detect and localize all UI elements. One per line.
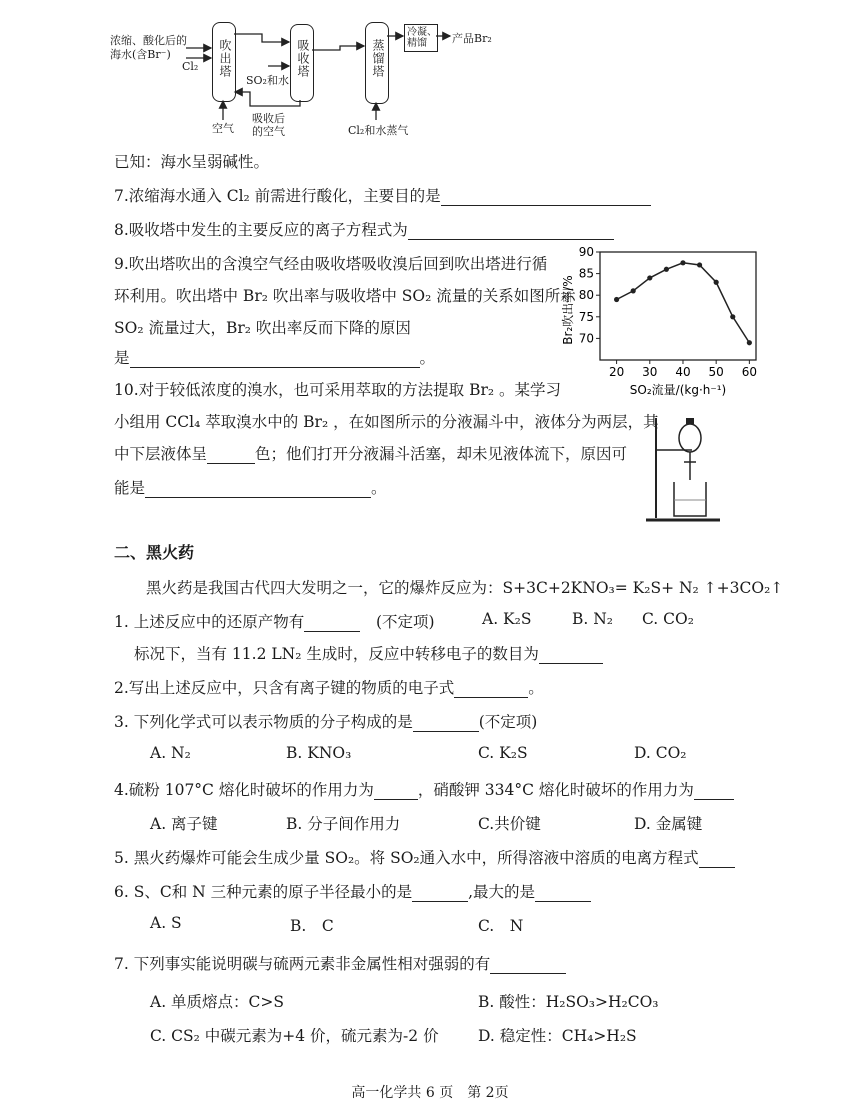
answer-blank-7[interactable] — [441, 189, 651, 206]
problem-5-text: 5. 黑火药爆炸可能会生成少量 SO₂。将 SO₂通入水中，所得溶液中溶质的电离方程式 — [114, 849, 699, 867]
br2-chart — [560, 240, 760, 400]
problem-7 — [114, 952, 566, 974]
chart-frame — [600, 252, 756, 360]
x-tick-label: 30 — [642, 365, 658, 379]
answer-blank-8[interactable] — [408, 223, 614, 240]
problem-1-line-2 — [134, 642, 603, 664]
y-tick-label: 75 — [578, 309, 594, 324]
data-point — [631, 288, 636, 293]
air-label: 空气 — [212, 122, 234, 135]
problem-1-option-c[interactable]: C. CO₂ — [642, 610, 694, 628]
problem-4-option-b[interactable]: B. 分子间作用力 — [286, 815, 401, 833]
chart-ylabel: Br₂吹出率/% — [561, 275, 575, 345]
data-point — [697, 262, 702, 267]
answer-blank-p5[interactable] — [699, 851, 735, 868]
answer-blank-p4-sulfur[interactable] — [374, 783, 418, 800]
x-tick-label: 20 — [608, 365, 625, 379]
question-10-line-3 — [114, 442, 627, 464]
problem-6-option-a[interactable]: A. S — [150, 914, 182, 932]
problem-1-option-a[interactable]: A. K₂S — [482, 610, 532, 628]
series-line — [617, 263, 750, 343]
chart-marks — [579, 245, 757, 379]
page-footer: 高一化学共 6 页 第 2页 — [351, 1085, 509, 1101]
answer-blank-p6-largest[interactable] — [535, 885, 591, 902]
answer-blank-p1-electrons[interactable] — [539, 647, 603, 664]
problem-1-stem: 1. 上述反应中的还原产物有 — [114, 613, 305, 631]
problem-7-option-c[interactable]: C. CS₂ 中碳元素为+4 价，硫元素为-2 价 — [150, 1027, 439, 1045]
input-label-1: 浓缩、酸化后的 — [110, 34, 187, 47]
question-9-line-2: 环利用。吹出塔中 Br₂ 吹出率与吸收塔中 SO₂ 流量的关系如图所示 — [114, 287, 576, 305]
question-10-line-1: 10.对于较低浓度的溴水，也可采用萃取的方法提取 Br₂ 。某学习 — [114, 381, 562, 399]
x-tick-label: 40 — [675, 365, 691, 379]
problem-7-option-b[interactable]: B. 酸性：H₂SO₃>H₂CO₃ — [478, 993, 659, 1011]
tower-blowout-label: 吹出塔 — [218, 39, 232, 78]
question-10-line-2: 小组用 CCl₄ 萃取溴水中的 Br₂ ，在如图所示的分液漏斗中，液体分为两层，其 — [114, 413, 659, 431]
question-8 — [114, 218, 614, 240]
recycled-air-label-2: 的空气 — [252, 125, 285, 138]
input-label-2: 海水(含Br⁻) — [110, 48, 171, 61]
answer-blank-p4-kno3[interactable] — [694, 783, 734, 800]
answer-blank-10-reason[interactable] — [145, 481, 371, 498]
data-point — [714, 280, 719, 285]
data-point — [647, 275, 652, 280]
question-8-text: 8.吸收塔中发生的主要反应的离子方程式为 — [114, 221, 408, 239]
data-point — [730, 314, 735, 319]
question-7-text: 7.浓缩海水通入 Cl₂ 前需进行酸化，主要目的是 — [114, 187, 441, 205]
question-9-line-3: SO₂ 流量过大，Br₂ 吹出率反而下降的原因 — [114, 319, 411, 337]
x-tick-label: 60 — [741, 365, 758, 379]
known-note: 已知：海水呈弱碱性。 — [114, 153, 270, 171]
question-10-period: 。 — [371, 479, 387, 497]
data-point — [747, 340, 752, 345]
problem-6-option-c[interactable]: C. N — [478, 917, 524, 935]
problem-7-option-d[interactable]: D. 稳定性：CH₄>H₂S — [478, 1027, 637, 1045]
data-point — [664, 267, 669, 272]
cl2-steam-label: Cl₂和水蒸气 — [348, 124, 409, 137]
problem-4-option-d[interactable]: D. 金属键 — [634, 815, 703, 833]
problem-6-option-b[interactable]: B. C — [290, 917, 334, 935]
problem-2-text: 2.写出上述反应中，只含有离子键的物质的电子式 — [114, 679, 455, 697]
question-9-period: 。 — [419, 349, 436, 367]
problem-7-stem: 7. 下列事实能说明碳与硫两元素非金属性相对强弱的有 — [114, 955, 491, 973]
problem-4 — [114, 778, 734, 800]
y-tick-label: 80 — [578, 288, 594, 303]
answer-blank-10-color[interactable] — [207, 447, 255, 464]
problem-4-option-c[interactable]: C.共价键 — [478, 815, 541, 833]
cl2-label: Cl₂ — [182, 60, 199, 73]
problem-1 — [114, 610, 814, 632]
answer-blank-p2[interactable] — [454, 681, 528, 698]
problem-3-option-b[interactable]: B. KNO₃ — [286, 744, 352, 762]
data-point — [614, 297, 619, 302]
problem-2-period: 。 — [528, 679, 544, 697]
so2-water-label: SO₂和水 — [246, 74, 289, 87]
problem-7-option-a[interactable]: A. 单质熔点：C>S — [150, 993, 285, 1011]
answer-blank-9[interactable] — [130, 351, 420, 368]
flow-arrows — [0, 0, 520, 140]
answer-blank-p1[interactable] — [304, 615, 360, 632]
question-10-line-3a: 中下层液体呈 — [114, 445, 208, 463]
problem-3-stem: 3. 下列化学式可以表示物质的分子构成的是 — [114, 713, 413, 731]
tower-absorb-label: 吸收塔 — [296, 39, 310, 78]
y-tick-label: 85 — [578, 266, 594, 281]
tower-distill-label: 蒸馏塔 — [371, 39, 385, 78]
question-10-line-4 — [114, 476, 387, 498]
question-10-line-3b: 色；他们打开分液漏斗活塞，却未见液体流下，原因可 — [255, 445, 628, 463]
section-2-title: 二、黑火药 — [114, 543, 195, 562]
data-point — [680, 260, 685, 265]
recycled-air-label-1: 吸收后 — [252, 112, 285, 125]
x-tick-label: 50 — [708, 365, 724, 379]
section-2-intro: 黑火药是我国古代四大发明之一，它的爆炸反应为：S+3C+2KNO₃= K₂S+ N₂ ↑+3CO₂↑ — [146, 579, 784, 597]
problem-3-option-a[interactable]: A. N₂ — [150, 744, 191, 762]
problem-2 — [114, 676, 544, 698]
question-7 — [114, 184, 651, 206]
problem-6 — [114, 880, 591, 902]
problem-6-part-2: ,最大的是 — [468, 883, 536, 901]
question-9-line-4 — [114, 346, 435, 368]
y-tick-label: 70 — [578, 331, 594, 346]
problem-4-option-a[interactable]: A. 离子键 — [150, 815, 218, 833]
separatory-funnel-illustration — [640, 408, 730, 526]
answer-blank-p3[interactable] — [413, 715, 479, 732]
problem-3 — [114, 710, 537, 732]
chart-xlabel: SO₂流量/(kg·h⁻¹) — [629, 383, 727, 397]
problem-1-option-b[interactable]: B. N₂ — [572, 610, 614, 628]
y-tick-label: 90 — [578, 245, 594, 259]
problem-6-part-1: 6. S、C和 N 三种元素的原子半径最小的是 — [114, 883, 413, 901]
problem-1-note: (不定项) — [376, 613, 435, 631]
question-9-prefix: 是 — [114, 349, 130, 367]
problem-3-note: (不定项) — [478, 713, 538, 731]
question-10-prefix: 能是 — [114, 479, 146, 497]
question-9-line-1: 9.吹出塔吹出的含溴空气经由吸收塔吸收溴后回到吹出塔进行循 — [114, 255, 548, 273]
answer-blank-p7[interactable] — [490, 957, 566, 974]
problem-4-part-2: ，硝酸钾 334°C 熔化时破坏的作用力为 — [417, 781, 694, 799]
answer-blank-p6-smallest[interactable] — [412, 885, 468, 902]
condenser-label: 冷凝、精馏 — [407, 27, 437, 49]
product-label: 产品Br₂ — [452, 32, 492, 45]
problem-3-option-d[interactable]: D. CO₂ — [634, 744, 687, 762]
problem-4-part-1: 4.硫粉 107°C 熔化时破坏的作用力为 — [114, 781, 374, 799]
problem-1-line-2-text: 标况下，当有 11.2 LN₂ 生成时，反应中转移电子的数目为 — [134, 645, 539, 663]
problem-3-option-c[interactable]: C. K₂S — [478, 744, 528, 762]
problem-5 — [114, 846, 735, 868]
